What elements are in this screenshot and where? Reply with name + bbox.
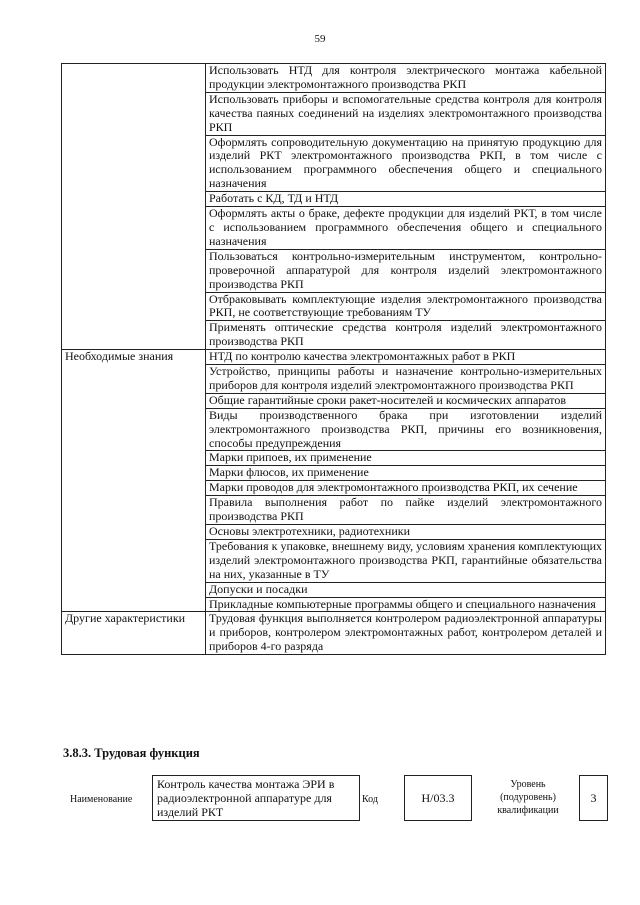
row-item-text: Допуски и посадки xyxy=(206,582,606,597)
function-name-box: Контроль качества монтажа ЭРИ в радиоэлектронной аппаратуре для изделий РКТ xyxy=(152,775,360,821)
row-item-text: НТД по контролю качества электромонтажных работ в РКП xyxy=(206,350,606,365)
table-row xyxy=(62,612,606,655)
row-item-text: Оформлять акты о браке, дефекте продукции для изделий РКТ, в том числе с использованием программного обеспечения общего и специального назначения xyxy=(206,207,606,250)
row-item-text: Виды производственного брака при изготовлении изделий электромонтажного производства РКП, причины его возникновения, способы предупреждения xyxy=(206,408,606,451)
row-item-text: Правила выполнения работ по пайке изделий электромонтажного производства РКП xyxy=(206,496,606,525)
name-label: Наименование xyxy=(70,794,133,805)
row-item-text: Марки флюсов, их применение xyxy=(206,466,606,481)
row-group-label xyxy=(62,64,206,350)
row-item-text: Основы электротехники, радиотехники xyxy=(206,525,606,540)
code-label: Код xyxy=(362,794,378,805)
row-item-text: Отбраковывать комплектующие изделия электромонтажного производства РКП, не соответствующие требованиям ТУ xyxy=(206,292,606,321)
row-group-label: Другие характеристики xyxy=(62,612,206,655)
labor-function-block xyxy=(0,772,640,832)
qualification-level-label: Уровень (подуровень) квалификации xyxy=(497,779,559,816)
table-row xyxy=(62,350,606,365)
section-heading: 3.8.3. Трудовая функция xyxy=(63,746,200,760)
row-item-text: Использовать приборы и вспомогательные средства контроля для контроля качества паяных соединений на изделиях электромонтажного производства РКП xyxy=(206,92,606,135)
row-item-text: Работать с КД, ТД и НТД xyxy=(206,192,606,207)
row-item-text: Оформлять сопроводительную документацию на принятую продукцию для изделий РКТ электромонтажного производства РКП, в том числе с использованием программного обеспечения общего и специального назначения xyxy=(206,135,606,192)
row-item-text: Требования к упаковке, внешнему виду, условиям хранения комплектующих изделий электромонтажного производства РКП, гарантийные обязательства на них, указанные в ТУ xyxy=(206,539,606,582)
skills-knowledge-table xyxy=(61,63,606,655)
qualification-level-box: 3 xyxy=(579,775,608,821)
row-item-text: Пользоваться контрольно-измерительным инструментом, контрольно-проверочной аппаратурой для контроля изделий электромонтажного производства РКП xyxy=(206,249,606,292)
row-item-text: Прикладные компьютерные программы общего и специального назначения xyxy=(206,597,606,612)
row-item-text: Применять оптические средства контроля изделий электромонтажного производства РКП xyxy=(206,321,606,350)
table-row xyxy=(62,64,606,93)
table-body xyxy=(62,64,606,655)
row-item-text: Марки проводов для электромонтажного производства РКП, их сечение xyxy=(206,481,606,496)
row-group-label: Необходимые знания xyxy=(62,350,206,612)
row-item-text: Общие гарантийные сроки ракет-носителей и космических аппаратов xyxy=(206,393,606,408)
function-code-box: Н/03.3 xyxy=(404,775,472,821)
row-item-text: Использовать НТД для контроля электрического монтажа кабельной продукции электромонтажного производства РКП xyxy=(206,64,606,93)
page-number: 59 xyxy=(314,33,326,45)
row-item-text: Устройство, принципы работы и назначение контрольно-измерительных приборов для контроля изделий электромонтажного производства РКП xyxy=(206,365,606,394)
row-item-text: Трудовая функция выполняется контролером радиоэлектронной аппаратуры и приборов, контролером электромонтажных работ, контролером деталей и приборов 4-го разряда xyxy=(206,612,606,655)
row-item-text: Марки припоев, их применение xyxy=(206,451,606,466)
